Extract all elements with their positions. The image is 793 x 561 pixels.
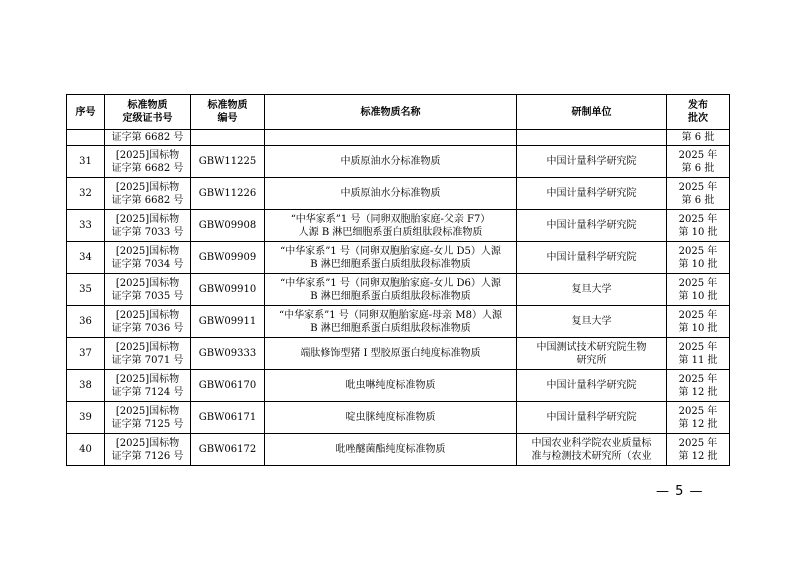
- cell-code: GBW09911: [191, 306, 265, 338]
- cell-certificate: 证字第 6682 号: [105, 130, 191, 146]
- header-batch: 发布 批次: [667, 95, 730, 130]
- cell-certificate: [2025]国标物 证字第 7124 号: [105, 370, 191, 402]
- cell-batch: 第 6 批: [667, 130, 730, 146]
- cell-unit: [517, 130, 667, 146]
- cell-code: GBW06172: [191, 434, 265, 466]
- cell-certificate: [2025]国标物 证字第 7036 号: [105, 306, 191, 338]
- cell-name: 吡唑醚菌酯纯度标准物质: [265, 434, 517, 466]
- cell-unit: 复旦大学: [517, 274, 667, 306]
- cell-name: 吡虫啉纯度标准物质: [265, 370, 517, 402]
- cell-code: GBW09909: [191, 242, 265, 274]
- cell-code: GBW09333: [191, 338, 265, 370]
- table-row: [67, 178, 730, 210]
- header-unit: 研制单位: [517, 95, 667, 130]
- cell-code: GBW06171: [191, 402, 265, 434]
- table-header-row: [67, 95, 730, 130]
- header-certificate: 标准物质 定级证书号: [105, 95, 191, 130]
- table-row: [67, 338, 730, 370]
- table-row-continuation: [67, 130, 730, 146]
- cell-unit: 中国农业科学院农业质量标 准与检测技术研究所（农业: [517, 434, 667, 466]
- cell-name: [265, 130, 517, 146]
- cell-name: 中质原油水分标准物质: [265, 178, 517, 210]
- cell-code: GBW11226: [191, 178, 265, 210]
- cell-serial: 36: [67, 306, 105, 338]
- table-row: [67, 306, 730, 338]
- header-serial: 序号: [67, 95, 105, 130]
- cell-certificate: [2025]国标物 证字第 7033 号: [105, 210, 191, 242]
- header-code: 标准物质 编号: [191, 95, 265, 130]
- cell-batch: 2025 年 第 6 批: [667, 146, 730, 178]
- cell-unit: 中国计量科学研究院: [517, 402, 667, 434]
- cell-code: [191, 130, 265, 146]
- cell-name: 端肽修饰型猪 I 型胶原蛋白纯度标准物质: [265, 338, 517, 370]
- cell-unit: 中国计量科学研究院: [517, 178, 667, 210]
- cell-serial: [67, 130, 105, 146]
- cell-code: GBW09908: [191, 210, 265, 242]
- cell-unit: 中国计量科学研究院: [517, 210, 667, 242]
- cell-batch: 2025 年 第 10 批: [667, 210, 730, 242]
- table-row: [67, 242, 730, 274]
- cell-batch: 2025 年 第 10 批: [667, 242, 730, 274]
- cell-batch: 2025 年 第 12 批: [667, 402, 730, 434]
- cell-name: “中华家系”1 号（同卵双胞胎家庭-女儿 D5）人源 B 淋巴细胞系蛋白质组肽段标准物质: [265, 242, 517, 274]
- cell-serial: 35: [67, 274, 105, 306]
- cell-serial: 31: [67, 146, 105, 178]
- cell-certificate: [2025]国标物 证字第 6682 号: [105, 178, 191, 210]
- cell-certificate: [2025]国标物 证字第 7034 号: [105, 242, 191, 274]
- cell-certificate: [2025]国标物 证字第 7035 号: [105, 274, 191, 306]
- table-row: [67, 210, 730, 242]
- cell-certificate: [2025]国标物 证字第 6682 号: [105, 146, 191, 178]
- cell-code: GBW11225: [191, 146, 265, 178]
- table-row: [67, 402, 730, 434]
- cell-batch: 2025 年 第 10 批: [667, 274, 730, 306]
- cell-name: 中质原油水分标准物质: [265, 146, 517, 178]
- table-row: [67, 434, 730, 466]
- table-row: [67, 370, 730, 402]
- standard-materials-table: [66, 94, 730, 466]
- cell-name: 啶虫脒纯度标准物质: [265, 402, 517, 434]
- cell-certificate: [2025]国标物 证字第 7126 号: [105, 434, 191, 466]
- page-number: — 5 —: [656, 484, 704, 499]
- cell-unit: 中国计量科学研究院: [517, 242, 667, 274]
- cell-unit: 中国测试技术研究院生物 研究所: [517, 338, 667, 370]
- cell-serial: 38: [67, 370, 105, 402]
- cell-code: GBW06170: [191, 370, 265, 402]
- cell-name: “中华家系”1 号（同卵双胞胎家庭-女儿 D6）人源 B 淋巴细胞系蛋白质组肽段标准物质: [265, 274, 517, 306]
- cell-batch: 2025 年 第 12 批: [667, 434, 730, 466]
- cell-certificate: [2025]国标物 证字第 7125 号: [105, 402, 191, 434]
- cell-batch: 2025 年 第 12 批: [667, 370, 730, 402]
- cell-unit: 中国计量科学研究院: [517, 370, 667, 402]
- cell-name: “中华家系”1 号（同卵双胞胎家庭-父亲 F7） 人源 B 淋巴细胞系蛋白质组肽段标准物质: [265, 210, 517, 242]
- cell-serial: 32: [67, 178, 105, 210]
- cell-serial: 39: [67, 402, 105, 434]
- cell-unit: 中国计量科学研究院: [517, 146, 667, 178]
- cell-code: GBW09910: [191, 274, 265, 306]
- cell-name: “中华家系”1 号（同卵双胞胎家庭-母亲 M8）人源 B 淋巴细胞系蛋白质组肽段标准物质: [265, 306, 517, 338]
- header-name: 标准物质名称: [265, 95, 517, 130]
- cell-unit: 复旦大学: [517, 306, 667, 338]
- cell-serial: 40: [67, 434, 105, 466]
- cell-serial: 33: [67, 210, 105, 242]
- cell-serial: 37: [67, 338, 105, 370]
- cell-serial: 34: [67, 242, 105, 274]
- cell-batch: 2025 年 第 10 批: [667, 306, 730, 338]
- table-row: [67, 146, 730, 178]
- cell-batch: 2025 年 第 6 批: [667, 178, 730, 210]
- cell-batch: 2025 年 第 11 批: [667, 338, 730, 370]
- cell-certificate: [2025]国标物 证字第 7071 号: [105, 338, 191, 370]
- table-row: [67, 274, 730, 306]
